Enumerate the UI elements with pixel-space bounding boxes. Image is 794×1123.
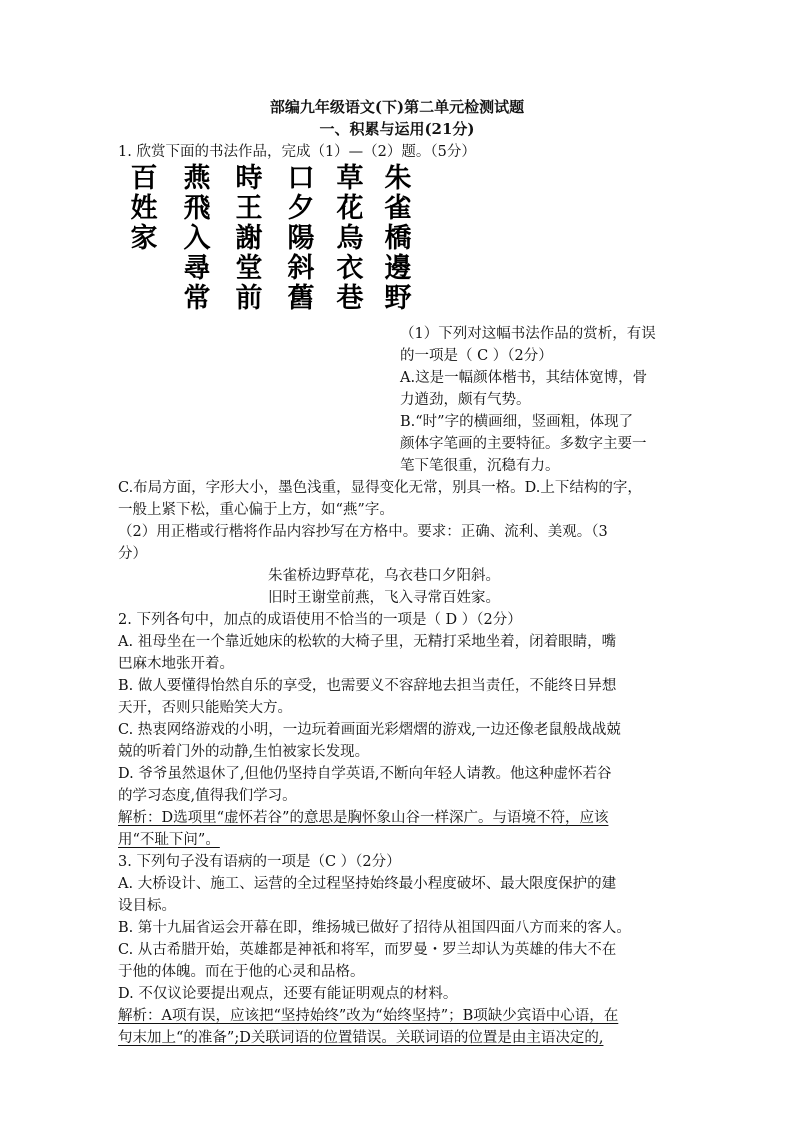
question-1-1-line-1: （1）下列对这幅书法作品的赏析，有误 <box>400 326 656 342</box>
question-3-analysis-line-1: 解析：A项有误，应该把“坚持始终”改为“始终坚持”；B项缺少宾语中心语，在 <box>118 1008 619 1024</box>
question-2-option-b-line-2: 天开，否则只能贻笑大方。 <box>118 700 292 716</box>
option-a-line-2: 力遒劲，颇有气势。 <box>400 392 531 408</box>
question-3-option-b: B. 第十九届省运会开幕在即，维扬城已做好了招待从祖国四面八方而来的客人。 <box>118 920 631 936</box>
question-2-option-c-line-2: 兢的听着门外的动静,生怕被家长发现。 <box>118 744 370 760</box>
question-2-analysis-line-2: 用“不耻下问”。 <box>118 832 220 848</box>
question-2-analysis-line-1: 解析：D选项里“虚怀若谷”的意思是胸怀象山谷一样深广。与语境不符，应该 <box>118 810 609 826</box>
calligraphy-column-2: 草 花 烏 衣 巷 <box>336 163 364 314</box>
question-2-option-a-line-1: A. 祖母坐在一个靠近她床的松软的大椅子里，无精打采地坐着，闭着眼睛，嘴 <box>118 634 617 650</box>
poem-line-2: 旧时王谢堂前燕，飞入寻常百姓家。 <box>268 590 500 606</box>
question-1-1-line-2: 的一项是（ C ）（2分） <box>400 348 553 364</box>
question-3-option-c-line-2: 于他的体魄。而在于他的心灵和品格。 <box>118 964 365 980</box>
option-c-line-2: 一般上紧下松，重心偏于上方，如“燕”字。 <box>118 502 394 518</box>
question-3: 3. 下列句子没有语病的一项是（C ）（2分） <box>118 854 401 870</box>
calligraphy-column-4: 時 王 謝 堂 前 <box>235 163 263 314</box>
question-2-option-b-line-1: B. 做人要懂得怡然自乐的享受，也需要义不容辞地去担当责任，不能终日异想 <box>118 678 617 694</box>
question-2-option-d-line-1: D. 爷爷虽然退休了,但他仍坚持自学英语,不断向年轻人请教。他这种虚怀若谷 <box>118 766 612 782</box>
question-1-2-line-1: （2）用正楷或行楷将作品内容抄写在方格中。要求：正确、流利、美观。（3 <box>118 524 608 540</box>
calligraphy-column-1: 朱 雀 橋 邊 野 <box>384 163 412 314</box>
option-a-line-1: A.这是一幅颜体楷书，其结体宽博，骨 <box>400 370 648 386</box>
question-3-option-a-line-1: A. 大桥设计、施工、运营的全过程坚持始终最小程度破坏、最大限度保护的建 <box>118 876 617 892</box>
option-b-line-3: 笔下笔很重，沉稳有力。 <box>400 458 560 474</box>
question-3-option-d: D. 不仅议论要提出观点，还要有能证明观点的材料。 <box>118 986 458 1002</box>
option-c-line-1: C.布局方面，字形大小，墨色浅重，显得变化无常，别具一格。D.上下结构的字， <box>118 480 642 496</box>
question-2-option-c-line-1: C. 热衷网络游戏的小明，一边玩着画面光彩熠熠的游戏,一边还像老鼠般战战兢 <box>118 722 621 738</box>
document-title: 部编九年级语文(下)第二单元检测试题 <box>269 98 525 116</box>
question-1-2-line-2: 分） <box>118 546 147 562</box>
question-3-option-c-line-1: C. 从古希腊开始，英雄都是神祇和将军，而罗曼・罗兰却认为英雄的伟大不在 <box>118 942 617 958</box>
poem-line-1: 朱雀桥边野草花，乌衣巷口夕阳斜。 <box>268 568 500 584</box>
question-2-option-a-line-2: 巴麻木地张开着。 <box>118 656 234 672</box>
option-b-line-1: B.“时”字的横画细，竖画粗，体现了 <box>400 414 634 430</box>
question-3-option-a-line-2: 设目标。 <box>118 898 176 914</box>
question-1: 1. 欣赏下面的书法作品，完成（1）—（2）题。（5分） <box>118 144 476 160</box>
calligraphy-column-3: 口 夕 陽 斜 舊 <box>287 163 315 314</box>
option-b-line-2: 颜体字笔画的主要特征。多数字主要一 <box>400 436 647 452</box>
section-heading: 一、积累与运用(21分) <box>319 120 475 138</box>
calligraphy-column-6: 百 姓 家 <box>130 163 158 254</box>
question-2-option-d-line-2: 的学习态度,值得我们学习。 <box>118 788 297 804</box>
question-3-analysis-line-2: 句末加上“的准备”;D关联词语的位置错误。关联词语的位置是由主语决定的, <box>118 1030 604 1046</box>
calligraphy-column-5: 燕 飛 入 尋 常 <box>183 163 211 314</box>
question-2: 2. 下列各句中，加点的成语使用不恰当的一项是（ D ）（2分） <box>118 612 522 628</box>
